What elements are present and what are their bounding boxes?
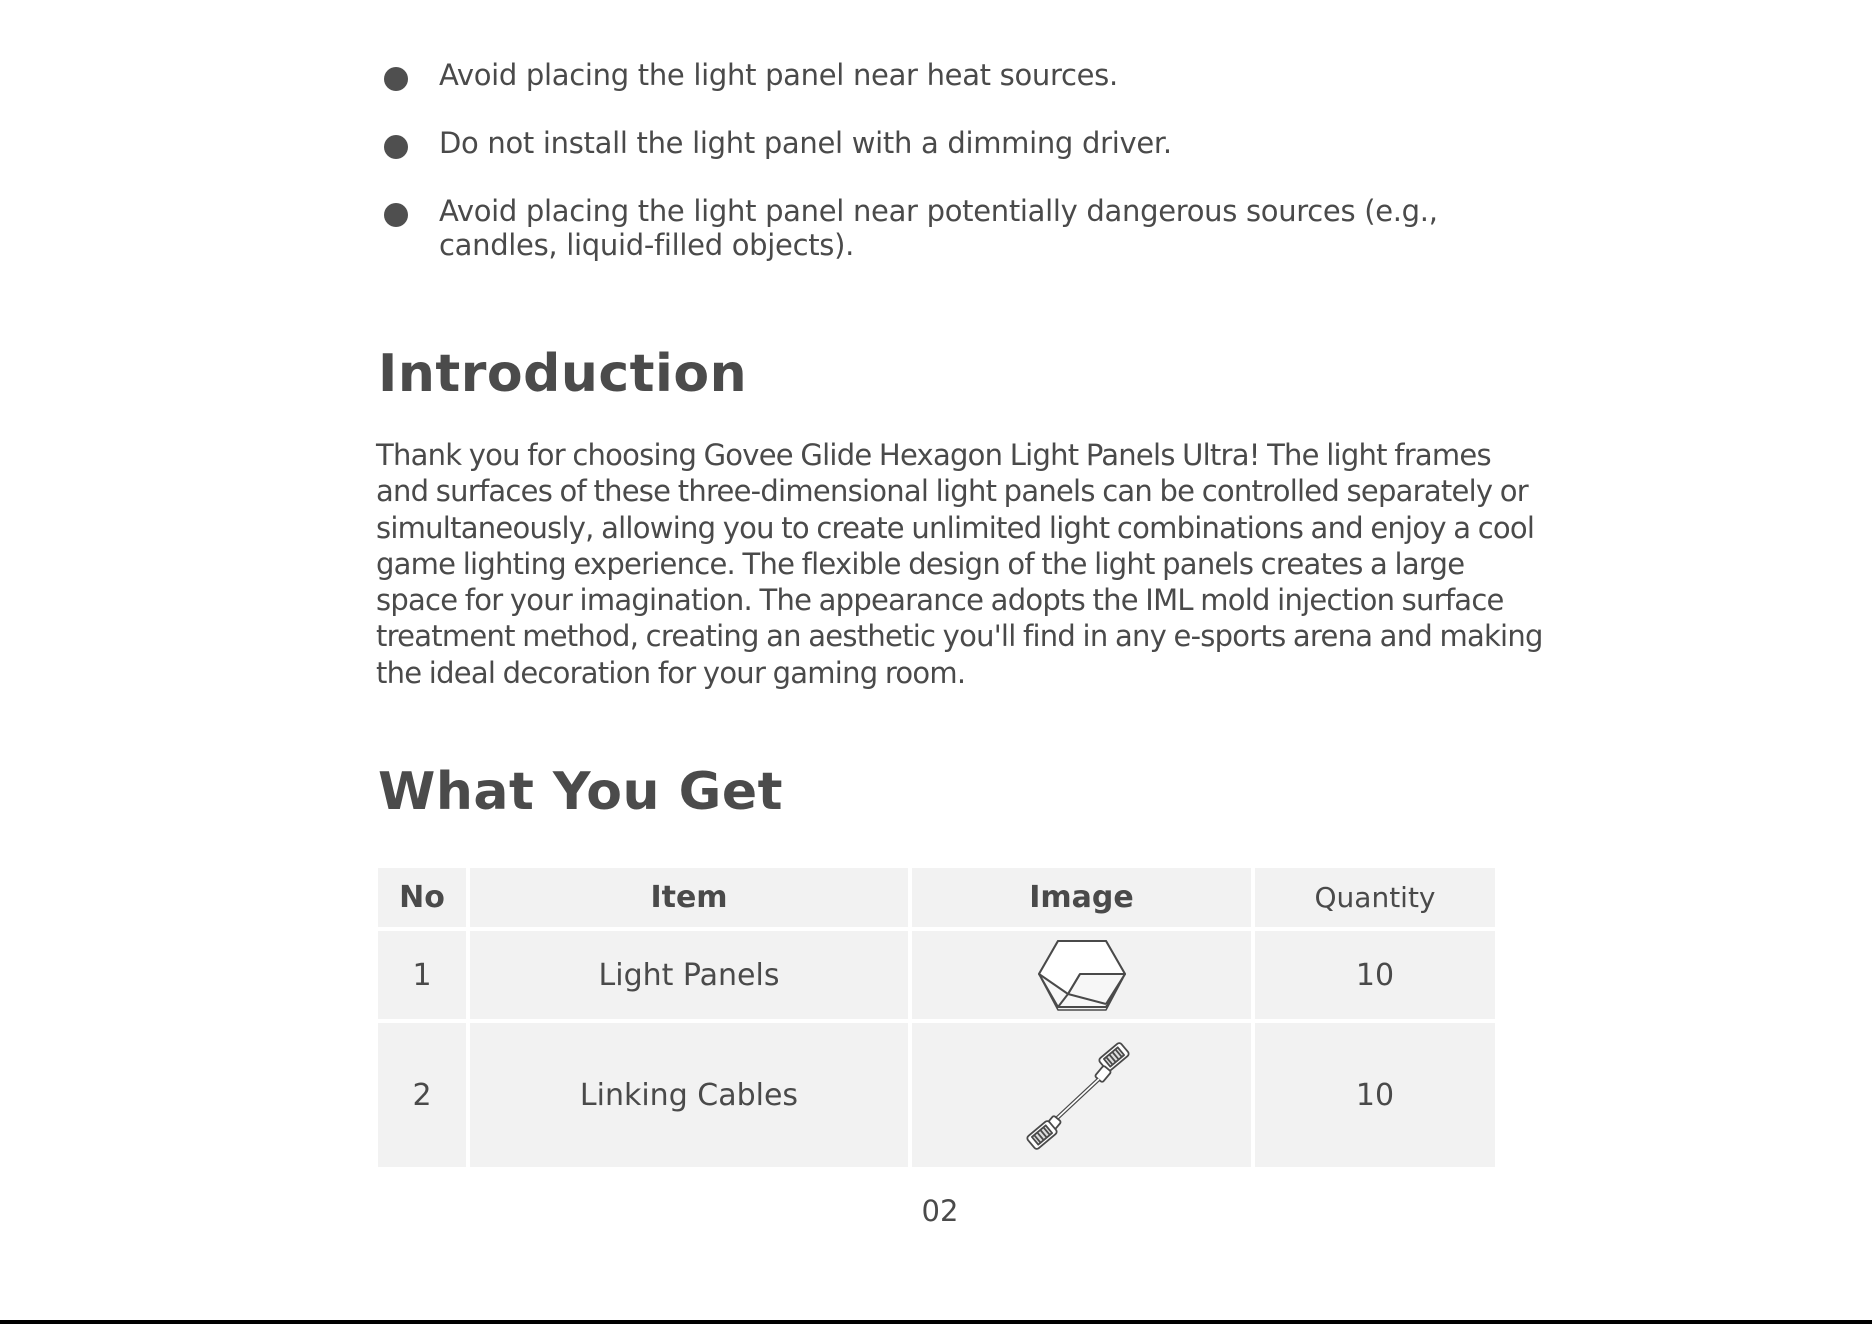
bullet-item <box>384 58 1564 92</box>
bullet-dot-icon <box>384 203 408 227</box>
bullet-text: Avoid placing the light panel near heat sources. <box>439 58 1118 92</box>
cell-image <box>912 1023 1251 1167</box>
cell-image <box>912 931 1251 1019</box>
column-header-image: Image <box>912 868 1251 927</box>
column-header-no: No <box>378 868 466 927</box>
introduction-heading: Introduction <box>378 344 748 404</box>
bullet-text: Avoid placing the light panel near potentially dangerous sources (e.g., candles, liquid-filled objects). <box>439 194 1438 262</box>
column-header-item: Item <box>470 868 908 927</box>
bullet-item <box>384 126 1564 160</box>
cell-no: 2 <box>378 1023 466 1167</box>
cell-quantity: 10 <box>1255 1023 1495 1167</box>
introduction-body: Thank you for choosing Govee Glide Hexagon Light Panels Ultra! The light frames and surfaces of these three-dimensional light panels can be controlled separately or simultaneously, allowing you to create unlimited light combinations and enjoy a cool game lighting experience. The flexible design of the light panels creates a large space for your imagination. The appearance adopts the IML mold injection surface treatment method, creating an aesthetic you'll find in any e-sports arena and making the ideal decoration for your gaming room. <box>376 438 1543 690</box>
bullet-dot-icon <box>384 67 408 91</box>
linking-cable-icon <box>1022 1039 1142 1151</box>
cell-item: Light Panels <box>470 931 908 1019</box>
contents-table <box>374 864 1499 1171</box>
bottom-border-divider <box>0 1320 1872 1324</box>
table-header-row <box>378 868 1495 927</box>
hexagon-panel-icon <box>1034 938 1130 1012</box>
column-header-quantity: Quantity <box>1255 868 1495 927</box>
page-number: 02 <box>921 1194 959 1228</box>
table-row <box>378 1023 1495 1167</box>
what-you-get-heading: What You Get <box>378 762 783 822</box>
table-row <box>378 931 1495 1019</box>
cell-quantity: 10 <box>1255 931 1495 1019</box>
safety-bullet-list <box>384 58 1564 296</box>
cell-no: 1 <box>378 931 466 1019</box>
cell-item: Linking Cables <box>470 1023 908 1167</box>
bullet-item <box>384 194 1564 262</box>
bullet-text: Do not install the light panel with a dimming driver. <box>439 126 1172 160</box>
bullet-dot-icon <box>384 135 408 159</box>
